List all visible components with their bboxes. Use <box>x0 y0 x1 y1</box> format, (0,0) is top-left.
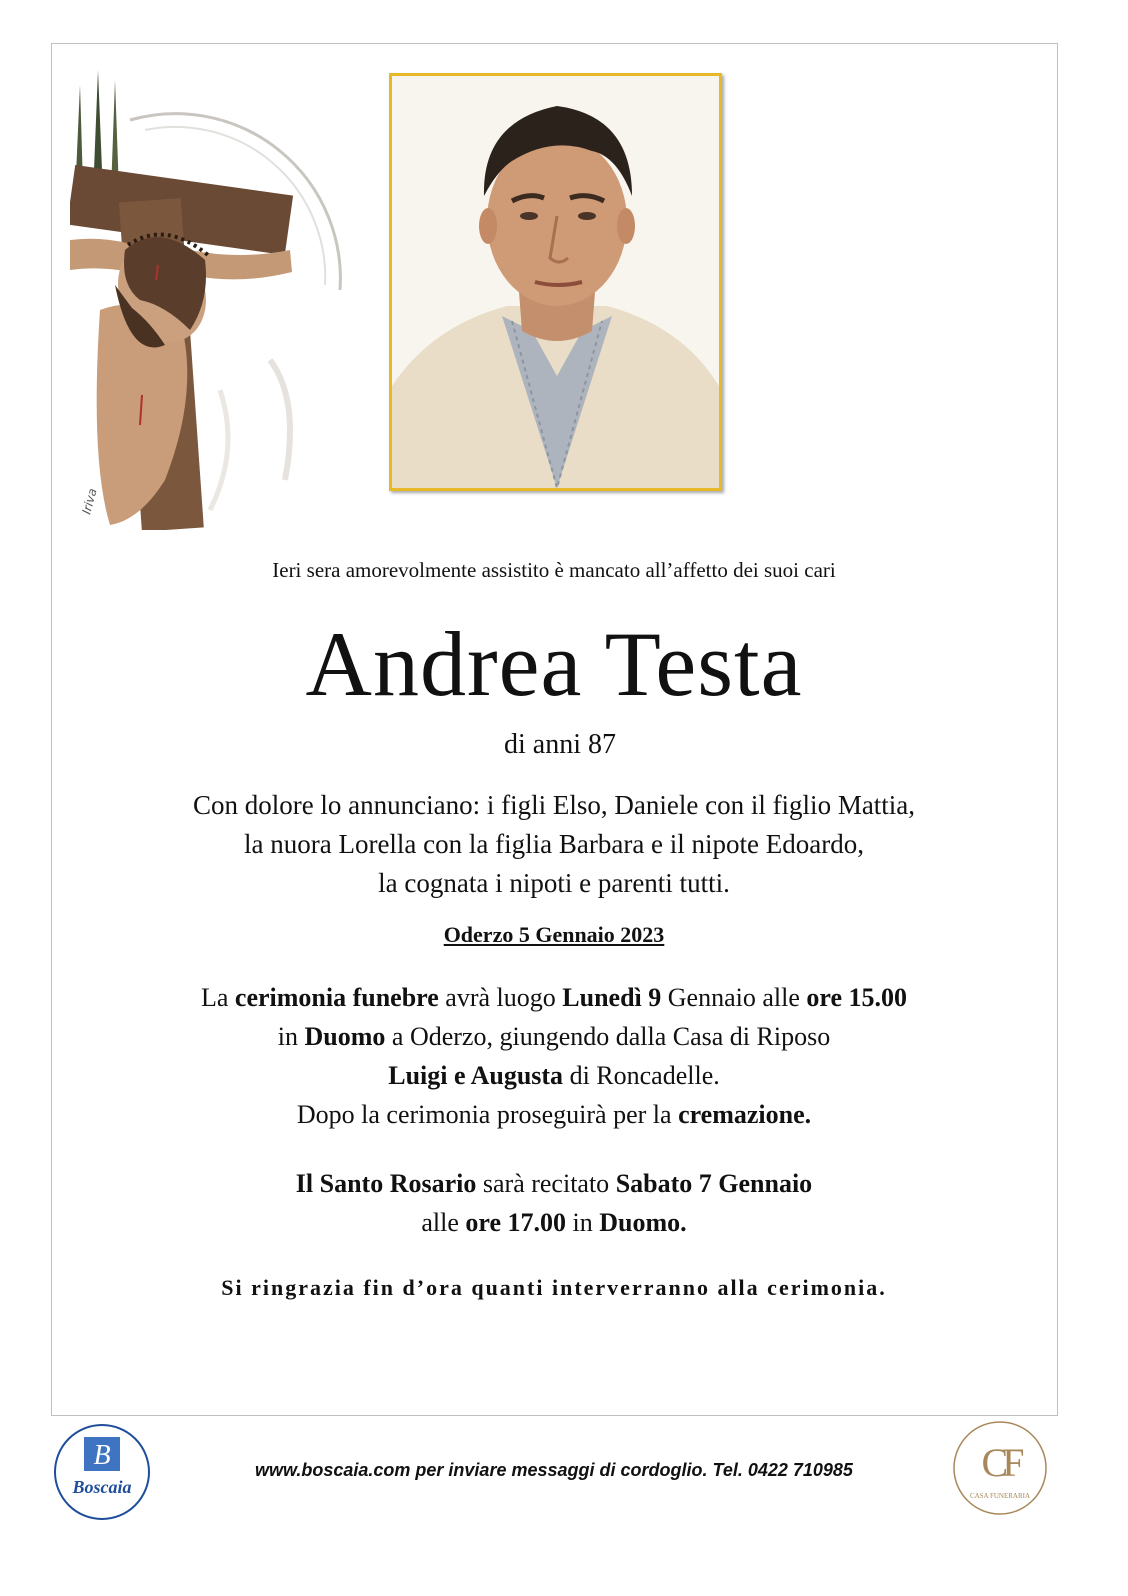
announcement-line: la cognata i nipoti e parenti tutti. <box>378 868 730 898</box>
rosary-line: alle ore 17.00 in Duomo. <box>421 1208 687 1237</box>
deceased-name: Andrea Testa <box>305 613 803 715</box>
ceremony-line: Luigi e Augusta di Roncadelle. <box>388 1061 720 1090</box>
footer-contact-text: www.boscaia.com per inviare messaggi di cordoglio. Tel. 0422 710985 <box>255 1460 853 1480</box>
rosary-details <box>0 1164 1108 1242</box>
ceremony-details <box>0 978 1108 1134</box>
crucifix-signature: Iriva <box>79 486 100 516</box>
ceremony-line: in Duomo a Oderzo, giungendo dalla Casa di Riposo <box>277 1022 831 1051</box>
ceremony-line: La cerimonia funebre avrà luogo Lunedì 9 Gennaio alle ore 15.00 <box>201 983 907 1012</box>
ceremony-line: Dopo la cerimonia proseguirà per la cremazione. <box>296 1100 812 1129</box>
place-date: Oderzo 5 Gennaio 2023 <box>443 922 665 947</box>
crucifix-illustration <box>70 60 350 530</box>
announcement-line: Con dolore lo annunciano: i figli Elso, Daniele con il figlio Mattia, <box>192 790 916 820</box>
casa-funeraria-logo <box>952 1420 1048 1516</box>
rosary-line: Il Santo Rosario sarà recitato Sabato 7 Gennaio <box>295 1169 813 1198</box>
intro-text: Ieri sera amorevolmente assistito è mancato all’affetto dei suoi cari <box>272 558 836 582</box>
announcement-line: la nuora Lorella con la figlia Barbara e il nipote Edoardo, <box>244 829 864 859</box>
svg-text:B: B <box>93 1440 111 1471</box>
svg-text:Boscaia: Boscaia <box>72 1477 132 1497</box>
portrait-photo <box>389 73 722 491</box>
thanks-text: Si ringrazia fin d’ora quanti interverranno alla cerimonia. <box>221 1275 887 1300</box>
svg-text:CASA FUNERARIA: CASA FUNERARIA <box>969 1492 1031 1500</box>
svg-text:CF: CF <box>981 1440 1019 1485</box>
family-announcement <box>0 786 1108 903</box>
deceased-age: di anni 87 <box>504 729 616 760</box>
